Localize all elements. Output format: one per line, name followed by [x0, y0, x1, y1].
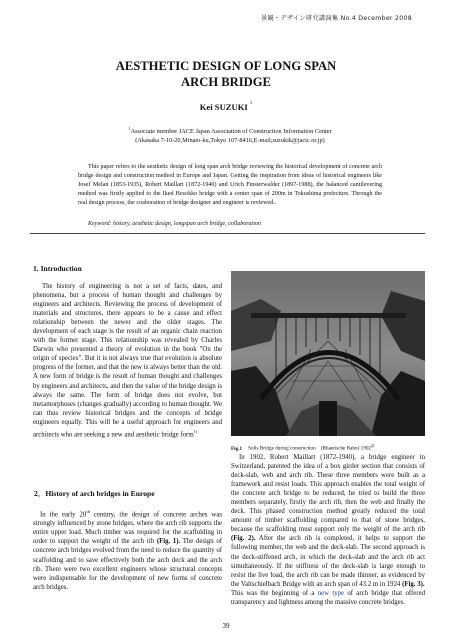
title-line-1: AESTHETIC DESIGN OF LONG SPAN: [115, 59, 337, 73]
author-mark: 1: [249, 101, 253, 106]
bridge-construction-photo: [231, 271, 425, 436]
affiliation-mark: 1: [128, 126, 131, 131]
page-number: 39: [222, 622, 230, 630]
author-name: Kei SUZUKI: [199, 102, 248, 112]
abstract: This paper refers to the aesthetic design of long span arch bridge reviewing the historical development of concrete arch bridge design and construction method in Europe and Japan. Getting the inspiration from ideas of historical engineers like Josef Melan (1853-1935), Robert Maillart (1872-1940) and Urich Finsterwalder (1897-1988), the balanced cantilevering method was firstly applied to the Iked Hesokko bridge with a center span of 200m in Tokushima prefecture. Through the real design process, the coaboration of bridge designer and engineer is reviewed..: [78, 164, 382, 207]
history-text-a: century, the design of concrete arches was strongly influenced by stone bridges, where the arch rib supports the entire upper load. Much timber was required for the scaffolding in order to support the weight of the arch rib: [33, 511, 223, 546]
affiliation-line-1: Associate member JACE Japan Association of Construction Information Center: [130, 128, 332, 136]
history-body: [33, 507, 222, 592]
title-line-2: ARCH BRIDGE: [181, 74, 271, 89]
maillart-text-b: After the arch rib is completed, it helps to support the following member, the web and the deck-slab. The second approach is the deck-stiffened arch, in which the deck-slab and the arch rib act simultaneously. If the stiffness of the deck-slab is large enough to resist the live load, the arch rib can be made thinner, as evidenced by the Valtschielbach Bridge with an arch span of 43.2 m in 1924: [231, 535, 426, 588]
introduction-text: The history of engineering is not a set of facts, dates, and phenomena, but a process of human thought and challenges by engineers and architects. Reviewing the process of development of materials and structures, there appears to be a cause and effect relationship between the newer and the older stages. The development of each stage is the result of an organic chain reaction with the former stage. This relationship was revealed by Charles Darwin who presented a theory of evolution in the book "On the origin of species". But it is not always true that evolution is absolute progress of the former, and that the new is always better than the old. A new form of bridge is the result of human thought and challenges by engineers and architects, and then the value of the bridge design is always the same. The form of bridge does not evolve, but metamorphoses (changes gradually) according to human thought. We can thus review historical bridges and the concepts of bridge engineers equally. This will be a useful approach for engineers and architects who are seeking a new and aesthetic bridge form: [33, 283, 222, 439]
figure-label: Fig.1: [231, 445, 243, 452]
introduction-ref: 1): [193, 428, 198, 434]
introduction-body: [33, 282, 222, 439]
fig3-reference: (Fig. 3).: [402, 580, 425, 588]
new-type-text-b: of arch bridge that offered transparency and lightness among the massive concrete bridges.: [231, 589, 425, 606]
keywords-label: Keyword:: [88, 221, 112, 227]
keywords: [88, 221, 388, 227]
figure-caption: [231, 443, 374, 452]
fig2-reference: (Fig. 2).: [231, 535, 256, 543]
figure-caption-ref: 2): [371, 443, 375, 448]
maillart-body: [231, 453, 425, 607]
fig1-reference: (Fig. 1).: [156, 538, 181, 546]
new-type-link[interactable]: new type: [317, 589, 345, 597]
affiliation-line-2: (Akasaka 7-10-20,Minato-ku,Tokyo 107-8416,E-mail;suzukik@jacic.or.jp): [135, 137, 325, 145]
figure-caption-text: Solis Bridge during construction (Rhaetische Bahn) 1902: [248, 445, 372, 452]
author-line: [0, 101, 452, 112]
section-heading-history: 2．History of arch bridges in Europe: [34, 489, 155, 498]
paper-title: [0, 59, 452, 90]
section-heading-introduction: 1. Introduction: [33, 264, 82, 273]
section-divider: [30, 233, 425, 234]
new-type-text-a: This was the beginning of a: [231, 589, 318, 597]
keywords-text: history, aesthetic design, longspan arch bridge, collaboration: [112, 221, 261, 227]
history-text-pre: In the early 20: [40, 511, 87, 519]
affiliation: [70, 124, 390, 145]
running-head: 景観・デザイン研究講演集 No.4 December 2008: [260, 15, 412, 22]
history-text-b: The design of concrete arch bridges evolved from the need to reduce the quantity of scaffolding and to save effectively both the arch deck and the arch rib. There were two excellent engineers whose structural concepts were indispensable for the development of new forms of concrete arch bridges.: [33, 538, 222, 591]
history-text-sup: th: [86, 509, 90, 514]
maillart-text-a: In 1902, Robert Maillart (1872-1940), a bridge engineer in Switzerland, patented the idea of a box girder section that consists of deck-slab, web and arch rib. These three members were built as a framework and resist loads. This approach enables the total weight of the concrete arch bridge to be reduced, he tried to build the three members separately, firstly the arch rib, then the web and finally the deck. This phased construction method greatly reduced the total amount of timber scaffolding compared to that of stone bridges, because the scaffolding must support only the weight of the arch rib: [231, 454, 425, 534]
